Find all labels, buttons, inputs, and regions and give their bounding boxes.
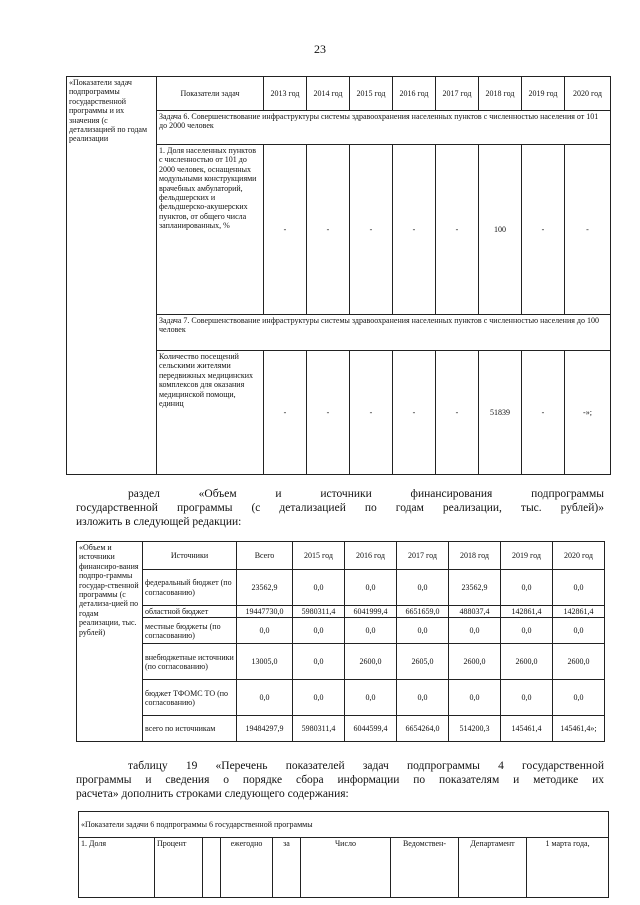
- column-header: Всего: [237, 542, 293, 570]
- amount-cell: 0,0: [501, 680, 553, 716]
- column-header: 2016 год: [345, 542, 397, 570]
- amount-cell: 488037,4: [449, 606, 501, 618]
- amount-cell: 2600,0: [449, 644, 501, 680]
- source-label-total: всего по источникам: [143, 716, 237, 742]
- table3-title: «Показатели задачи 6 подпрограммы 6 государственной программы: [79, 812, 609, 838]
- table3-cell: за: [273, 838, 301, 898]
- table2-side-label: «Объем и источники финансиро-вания подпро-граммы государ-ственной программы (с детализа-цией по годам реализации, тыс. рублей): [77, 542, 143, 742]
- column-header: Источники: [143, 542, 237, 570]
- indicators-list-table: [78, 811, 609, 898]
- indicator-value: -: [522, 145, 565, 315]
- indicator-value: 51839: [479, 351, 522, 475]
- table3-cell: Число: [301, 838, 391, 898]
- paragraph-line: расчета» дополнить строками следующего содержания:: [76, 788, 349, 800]
- amount-cell: 0,0: [501, 618, 553, 644]
- paragraph-line: программы и сведения о порядке сбора информации по показателям и методике их: [76, 774, 604, 786]
- amount-cell: 2605,0: [397, 644, 449, 680]
- indicator-value: -: [565, 145, 611, 315]
- source-label: местные бюджеты (по согласованию): [143, 618, 237, 644]
- year-header: 2014 год: [307, 77, 350, 111]
- indicator-value: -: [436, 145, 479, 315]
- task6-title: Задача 6. Совершенствование инфраструктуры системы здравоохранения населенных пунктов с численностью населения от 101 до 2000 человек: [157, 111, 611, 145]
- amount-cell: 0,0: [237, 680, 293, 716]
- paragraph-line: изложить в следующей редакции:: [76, 516, 242, 528]
- table3-cell: 1. Доля: [79, 838, 155, 898]
- financing-table: [76, 541, 605, 742]
- amount-cell: 23562,9: [449, 570, 501, 606]
- year-header: 2018 год: [479, 77, 522, 111]
- source-label: бюджет ТФОМС ТО (по согласованию): [143, 680, 237, 716]
- table3-cell: Департамент: [459, 838, 527, 898]
- amount-cell: 0,0: [345, 570, 397, 606]
- indicator-value: 100: [479, 145, 522, 315]
- amount-cell: 0,0: [293, 680, 345, 716]
- amount-cell: 0,0: [501, 570, 553, 606]
- amount-cell: 0,0: [397, 618, 449, 644]
- amount-cell: 514200,3: [449, 716, 501, 742]
- indicator-value: -»;: [565, 351, 611, 475]
- indicator-value: -: [350, 145, 393, 315]
- amount-cell: 6651659,0: [397, 606, 449, 618]
- amount-cell: 0,0: [345, 618, 397, 644]
- amount-cell: 5980311,4: [293, 606, 345, 618]
- source-label: федеральный бюджет (по согласованию): [143, 570, 237, 606]
- table1-header-label: Показатели задач: [157, 77, 264, 111]
- amount-cell: 0,0: [293, 644, 345, 680]
- indicator-value: -: [522, 351, 565, 475]
- amount-cell: 0,0: [553, 618, 605, 644]
- table3-cell: [203, 838, 221, 898]
- amount-cell: 0,0: [293, 618, 345, 644]
- paragraph-line: государственной программы (с детализацией по годам реализации, тыс. рублей)»: [76, 502, 604, 514]
- amount-cell: 0,0: [237, 618, 293, 644]
- year-header: 2013 год: [264, 77, 307, 111]
- year-header: 2020 год: [565, 77, 611, 111]
- task7-title: Задача 7. Совершенствование инфраструктуры системы здравоохранения населенных пунктов с численностью населения до 100 человек: [157, 315, 611, 351]
- source-label: внебюджетные источники (по согласованию): [143, 644, 237, 680]
- amount-cell: 2600,0: [345, 644, 397, 680]
- source-label: областной бюджет: [143, 606, 237, 618]
- table3-cell: Процент: [155, 838, 203, 898]
- paragraph-line: таблицу 19 «Перечень показателей задач подпрограммы 4 государственной: [128, 760, 604, 772]
- amount-cell: 0,0: [553, 570, 605, 606]
- column-header: 2017 год: [397, 542, 449, 570]
- indicator-value: -: [264, 351, 307, 475]
- amount-cell: 0,0: [397, 680, 449, 716]
- amount-cell: 142861,4: [501, 606, 553, 618]
- year-header: 2017 год: [436, 77, 479, 111]
- year-header: 2019 год: [522, 77, 565, 111]
- task-indicators-table: [66, 76, 611, 475]
- amount-cell: 0,0: [553, 680, 605, 716]
- indicator-value: -: [393, 145, 436, 315]
- amount-cell: 19484297,9: [237, 716, 293, 742]
- column-header: 2020 год: [553, 542, 605, 570]
- table3-cell: ежегодно: [221, 838, 273, 898]
- page-number: 23: [314, 42, 326, 56]
- paragraph-2: [76, 759, 604, 801]
- indicator-value: -: [264, 145, 307, 315]
- amount-cell: 0,0: [345, 680, 397, 716]
- amount-cell: 142861,4: [553, 606, 605, 618]
- indicator-value: -: [393, 351, 436, 475]
- amount-cell: 6044599,4: [345, 716, 397, 742]
- year-header: 2016 год: [393, 77, 436, 111]
- amount-cell: 0,0: [397, 570, 449, 606]
- indicator-value: -: [436, 351, 479, 475]
- indicator-value: -: [307, 145, 350, 315]
- amount-cell: 0,0: [293, 570, 345, 606]
- amount-cell: 2600,0: [501, 644, 553, 680]
- indicator-value: -: [307, 351, 350, 475]
- amount-cell: 13005,0: [237, 644, 293, 680]
- column-header: 2015 год: [293, 542, 345, 570]
- amount-cell: 145461,4: [501, 716, 553, 742]
- amount-cell: 23562,9: [237, 570, 293, 606]
- amount-cell: 19447730,0: [237, 606, 293, 618]
- paragraph-line: раздел «Объем и источники финансирования подпрограммы: [128, 488, 604, 500]
- amount-cell: 5980311,4: [293, 716, 345, 742]
- column-header: 2019 год: [501, 542, 553, 570]
- amount-cell: 6041999,4: [345, 606, 397, 618]
- year-header: 2015 год: [350, 77, 393, 111]
- indicator-label: Количество посещений сельскими жителями передвижных медицинских комплексов для оказания медицинской помощи, единиц: [157, 351, 264, 475]
- amount-cell: 6654264,0: [397, 716, 449, 742]
- paragraph-1: [76, 487, 604, 529]
- indicator-label: 1. Доля населенных пунктов с численностью от 101 до 2000 человек, оснащенных модульными конструкциями врачебных амбулаторий, фельдшерских и фельдшерско-акушерских пунктов, от общего числа запланированных, %: [157, 145, 264, 315]
- table3-cell: 1 марта года,: [527, 838, 609, 898]
- amount-cell: 0,0: [449, 618, 501, 644]
- table3-cell: Ведомствен-: [391, 838, 459, 898]
- indicator-value: -: [350, 351, 393, 475]
- amount-cell: 2600,0: [553, 644, 605, 680]
- amount-cell: 145461,4»;: [553, 716, 605, 742]
- amount-cell: 0,0: [449, 680, 501, 716]
- table1-side-label: «Показатели задач подпрограммы государственной программы и их значения (с детализацией по годам реализации: [67, 77, 157, 475]
- column-header: 2018 год: [449, 542, 501, 570]
